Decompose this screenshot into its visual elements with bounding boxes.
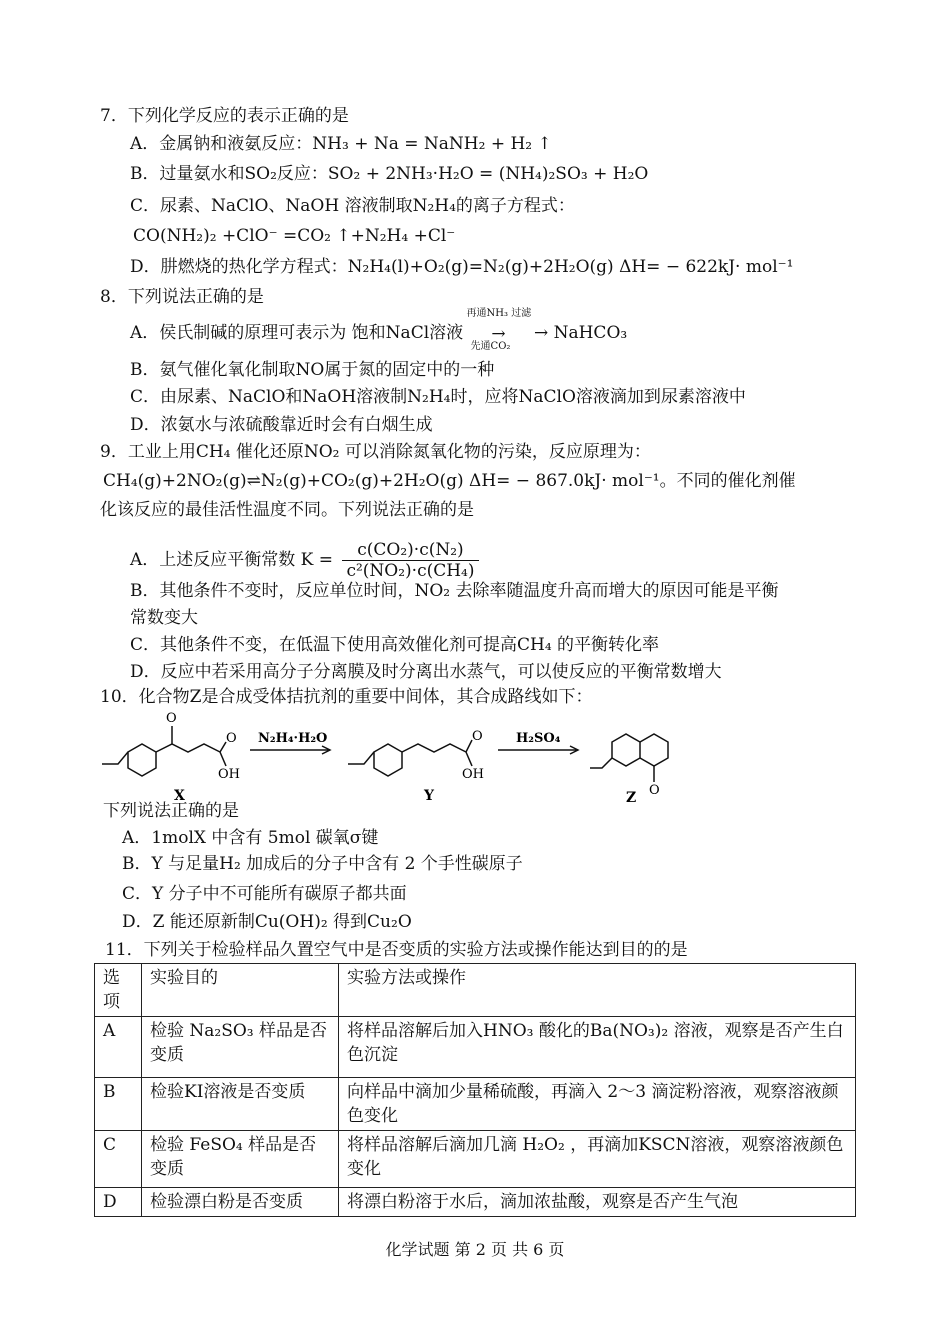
table-header-row (95, 964, 856, 1017)
q8-option-a-product: → NaHCO₃ (533, 323, 628, 343)
y-benzene-ring (374, 744, 402, 776)
table-header-option: 选项 (95, 964, 142, 1017)
row-c-purpose: 检验 FeSO₄ 样品是否变质 (142, 1131, 339, 1188)
row-d-method: 将漂白粉溶于水后，滴加浓盐酸，观察是否产生气泡 (339, 1188, 856, 1217)
q8-option-b: B．氨气催化氧化制取NO属于氮的固定中的一种 (130, 360, 495, 380)
q8-option-c: C．由尿素、NaClO和NaOH溶液制N₂H₄时，应将NaClO溶液滴加到尿素溶液中 (130, 387, 746, 407)
row-b-method: 向样品中滴加少量稀硫酸，再滴入 2～3 滴淀粉溶液，观察溶液颜色变化 (339, 1078, 856, 1131)
q8-stem: 8．下列说法正确的是 (100, 287, 264, 307)
q8-arrow: → (491, 323, 506, 344)
q9-fraction (342, 540, 478, 581)
q7-option-b: B．过量氨水和SO₂反应：SO₂ + 2NH₃·H₂O = (NH₄)₂SO₃ + H₂O (130, 164, 649, 184)
q7-option-a: A．金属钠和液氨反应：NH₃ + Na = NaNH₂ + H₂ ↑ (130, 134, 552, 154)
label-x: X (174, 788, 185, 804)
q7-option-c-equation: CO(NH₂)₂ +ClO⁻ =CO₂ ↑+N₂H₄ +Cl⁻ (133, 226, 456, 246)
q7-stem: 7．下列化学反应的表示正确的是 (100, 106, 349, 126)
q11-stem: 11．下列关于检验样品久置空气中是否变质的实验方法或操作能达到目的的是 (105, 940, 688, 960)
y-atom-o: O (472, 729, 483, 744)
q8-arrow-bottom-label: 先通CO₂ (470, 340, 511, 352)
row-a-purpose: 检验 Na₂SO₃ 样品是否变质 (142, 1017, 339, 1078)
q9-equation-continued: 化该反应的最佳活性温度不同。下列说法正确的是 (100, 500, 474, 520)
table-row (95, 1017, 856, 1078)
table-row (95, 1078, 856, 1131)
q10-option-c: C．Y 分子中不可能所有碳原子都共面 (122, 884, 407, 904)
y-acid-oh-bond (466, 752, 472, 766)
q8-option-a (130, 307, 628, 352)
x-atom-o: O (166, 711, 177, 726)
q10-sub-stem: 下列说法正确的是 (103, 801, 239, 821)
x-chain (156, 744, 220, 752)
x-benzene-ring (128, 744, 156, 776)
z-benzene-ring (612, 734, 640, 766)
q8-option-a-text: A．侯氏制碱的原理可表示为 饱和NaCl溶液 (130, 323, 464, 343)
q10-option-d: D．Z 能还原新制Cu(OH)₂ 得到Cu₂O (122, 912, 412, 932)
row-d-purpose: 检验漂白粉是否变质 (142, 1188, 339, 1217)
q7-option-d: D．肼燃烧的热化学方程式：N₂H₄(l)+O₂(g)=N₂(g)+2H₂O(g) ΔH= − 622kJ· mol⁻¹ (130, 257, 794, 277)
reagent-1: N₂H₄·H₂O (258, 731, 328, 746)
table-row (95, 1131, 856, 1188)
page-footer: 化学试题 第 2 页 共 6 页 (385, 1240, 565, 1259)
row-b-option: B (95, 1078, 142, 1131)
q8-arrow-top-label: 再通NH₃ 过滤 (466, 307, 532, 319)
x-atom-oh: OH (218, 767, 240, 782)
z-methoxy-bond (590, 758, 612, 768)
y-atom-oh: OH (462, 767, 484, 782)
row-c-option: C (95, 1131, 142, 1188)
q9-option-b: B．其他条件不变时，反应单位时间，NO₂ 去除率随温度升高而增大的原因可能是平衡 (130, 581, 779, 601)
label-z: Z (626, 790, 637, 804)
q10-option-b: B．Y 与足量H₂ 加成后的分子中含有 2 个手性碳原子 (122, 854, 523, 874)
q9-option-d: D．反应中若采用高分子分离膜及时分离出水蒸气，可以使反应的平衡常数增大 (130, 662, 722, 682)
y-chain (402, 744, 466, 752)
q9-option-a (130, 540, 479, 581)
z-cyclohexanone-ring (640, 734, 668, 766)
table-header-purpose: 实验目的 (142, 964, 339, 1017)
x-methoxy-bond (102, 752, 128, 764)
q9-fraction-numerator: c(CO₂)·c(N₂) (342, 540, 478, 561)
x-acid-oh-bond (220, 752, 226, 766)
q8-option-d: D．浓氨水与浓硫酸靠近时会有白烟生成 (130, 415, 433, 435)
q8-reaction-arrow (466, 307, 532, 352)
q7-option-c: C．尿素、NaClO、NaOH 溶液制取N₂H₄的离子方程式： (130, 196, 575, 216)
x-atom-o-acid: O (226, 731, 237, 746)
q9-stem: 9．工业上用CH₄ 催化还原NO₂ 可以消除氮氧化物的污染，反应原理为： (100, 442, 651, 462)
q9-option-a-text: A．上述反应平衡常数 K = (130, 550, 334, 570)
q9-equation: CH₄(g)+2NO₂(g)⇌N₂(g)+CO₂(g)+2H₂O(g) ΔH= − 867.0kJ· mol⁻¹。不同的催化剂催 (103, 471, 796, 491)
synthesis-route-diagram (100, 706, 860, 804)
z-atom-o: O (649, 783, 660, 798)
q9-fraction-denominator: c²(NO₂)·c(CH₄) (346, 561, 475, 581)
row-b-purpose: 检验KI溶液是否变质 (142, 1078, 339, 1131)
label-y: Y (424, 788, 434, 804)
row-d-option: D (95, 1188, 142, 1217)
q10-option-a: A．1molX 中含有 5mol 碳氧σ键 (122, 828, 379, 848)
reagent-2: H₂SO₄ (516, 731, 561, 746)
experiment-table (94, 963, 856, 1217)
table-header-method: 实验方法或操作 (339, 964, 856, 1017)
row-a-option: A (95, 1017, 142, 1078)
table-row (95, 1188, 856, 1217)
row-c-method: 将样品溶解后滴加几滴 H₂O₂ ，再滴加KSCN溶液，观察溶液颜色变化 (339, 1131, 856, 1188)
y-methoxy-bond (348, 752, 374, 764)
q9-option-b-continued: 常数变大 (130, 608, 198, 628)
q10-stem: 10．化合物Z是合成受体拮抗剂的重要中间体，其合成路线如下： (100, 687, 593, 707)
row-a-method: 将样品溶解后加入HNO₃ 酸化的Ba(NO₃)₂ 溶液，观察是否产生白色沉淀 (339, 1017, 856, 1078)
q9-option-c: C．其他条件不变，在低温下使用高效催化剂可提高CH₄ 的平衡转化率 (130, 635, 660, 655)
